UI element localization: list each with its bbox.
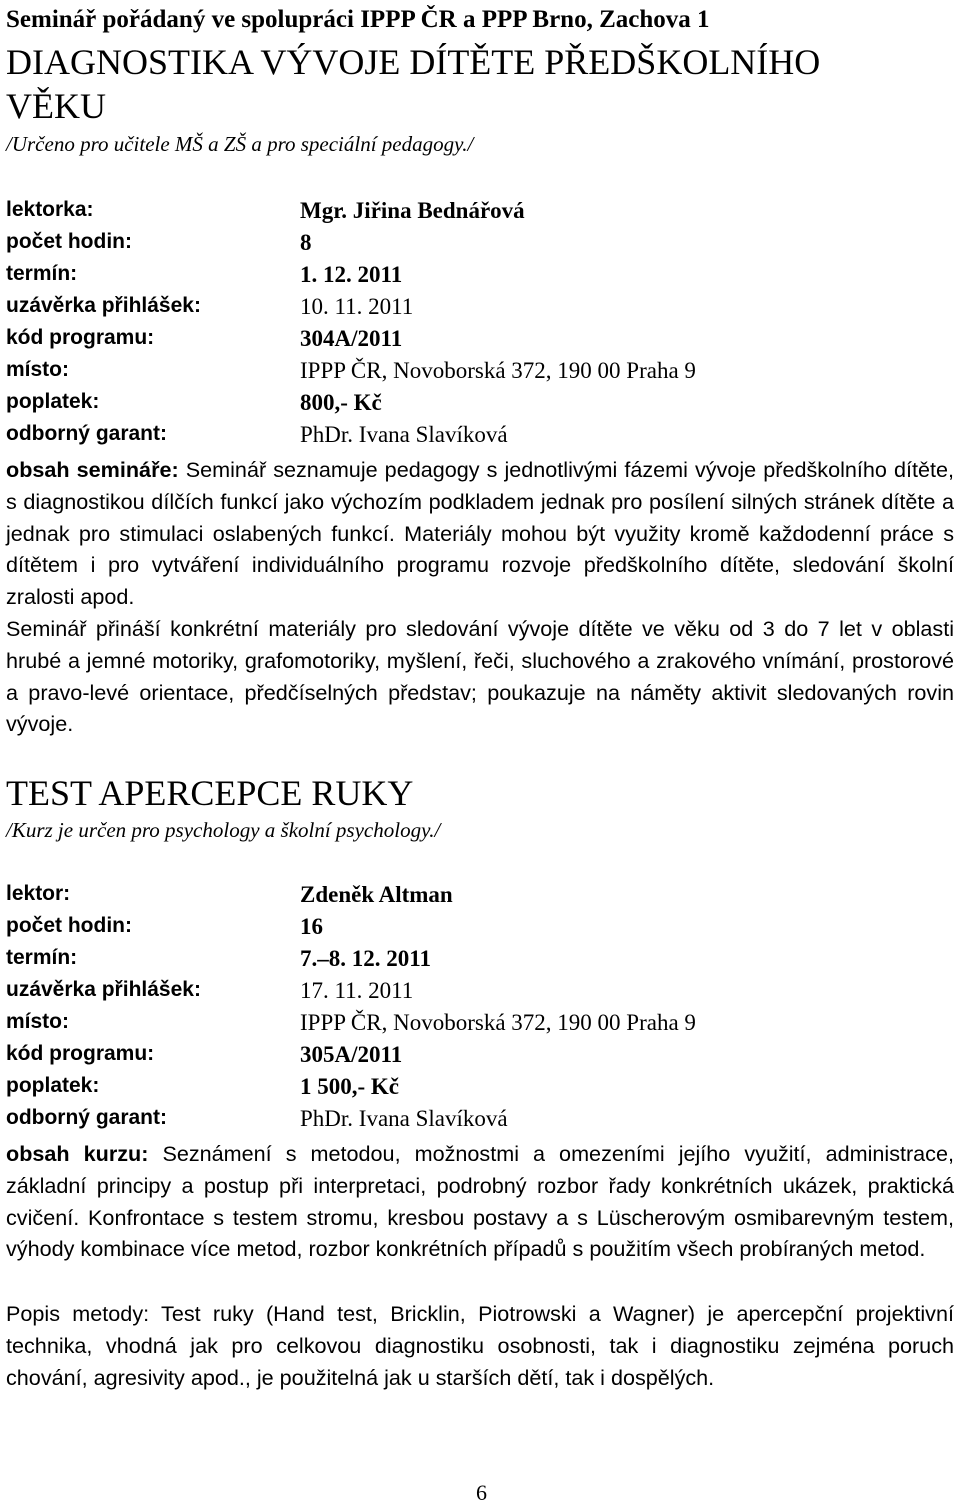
page-number: 6	[476, 1480, 487, 1505]
content-text: Seminář seznamuje pedagogy s jednotlivými fázemi vývoje předškolního dítěte, s diagnostikou dílčích funkcí jako výchozím podkladem jednak pro posílení silných stránek dítěte a jednak pro stimulaci oslabených funkcí. Materiály mohou být využity kromě každodenní práce s dítětem i pro vytváření individuálního programu rozvoje předškolního dítěte, sledování školní zralosti apod.	[6, 457, 954, 610]
content-text: Seznámení s metodou, možnostmi a omezeními jejího využití, administrace, základní principy a postup při interpretaci, podrobný rozbor řady konkrétních ukázek, praktická cvičení. Konfrontace s testem stromu, kresbou postavy a s Lüscherovým osmibarevným testem, výhody kombinace více metod, rozbor konkrétních případů s použitím všech probíraných metod.	[6, 1141, 954, 1262]
field-value: 1. 12. 2011	[300, 262, 403, 287]
field-value: 17. 11. 2011	[300, 978, 414, 1003]
course2-audience: /Kurz je určen pro psychology a školní psychology./	[6, 818, 441, 842]
field-label: odborný garant:	[6, 1106, 167, 1129]
field-label: poplatek:	[6, 390, 100, 413]
field-value: Mgr. Jiřina Bednářová	[300, 198, 525, 223]
course2-content	[6, 1138, 954, 1265]
field-label: termín:	[6, 262, 78, 285]
field-label: počet hodin:	[6, 914, 132, 937]
content-label: obsah semináře:	[6, 457, 179, 482]
field-label: místo:	[6, 358, 69, 381]
field-label: kód programu:	[6, 326, 155, 349]
field-label: kód programu:	[6, 1042, 155, 1065]
course1-content-2: Seminář přináší konkrétní materiály pro sledování vývoje dítěte ve věku od 3 do 7 let v oblasti hrubé a jemné motoriky, grafomotoriky, myšlení, řeči, sluchového a zrakového vnímání, prostorové a pravo-levé orientace, předčíselných představ; poukazuje na náměty aktivit sledovaných rovin vývoje.	[6, 616, 954, 737]
course2-title: TEST APERCEPCE RUKY	[6, 773, 414, 813]
field-value: 304A/2011	[300, 326, 403, 351]
content-label: obsah kurzu:	[6, 1141, 149, 1166]
field-value: 8	[300, 230, 312, 255]
field-label: poplatek:	[6, 1074, 100, 1097]
field-value: PhDr. Ivana Slavíková	[300, 422, 508, 447]
field-label: lektorka:	[6, 198, 94, 221]
field-value: 7.–8. 12. 2011	[300, 946, 431, 971]
seminar-header: Seminář pořádaný ve spolupráci IPPP ČR a PPP Brno, Zachova 1	[6, 6, 710, 33]
field-value: 800,- Kč	[300, 390, 382, 415]
course1-content	[6, 454, 954, 613]
field-label: odborný garant:	[6, 422, 167, 445]
field-label: uzávěrka přihlášek:	[6, 294, 201, 317]
field-value: 16	[300, 914, 323, 939]
course1-audience: /Určeno pro učitele MŠ a ZŠ a pro speciální pedagogy./	[6, 132, 474, 156]
field-label: počet hodin:	[6, 230, 132, 253]
field-label: uzávěrka přihlášek:	[6, 978, 201, 1001]
field-value: Zdeněk Altman	[300, 882, 453, 907]
field-label: místo:	[6, 1010, 69, 1033]
field-value: 10. 11. 2011	[300, 294, 414, 319]
field-value: PhDr. Ivana Slavíková	[300, 1106, 508, 1131]
field-label: lektor:	[6, 882, 71, 905]
field-value: IPPP ČR, Novoborská 372, 190 00 Praha 9	[300, 358, 696, 383]
course2-method-description: Popis metody: Test ruky (Hand test, Bricklin, Piotrowski a Wagner) je apercepční projektivní technika, vhodná jak pro celkovou diagnostiku osobnosti, tak i diagnostiku zejména poruch chování, agresivity apod., je použitelná jak u starších dětí, tak i dospělých.	[6, 1301, 954, 1390]
field-value: 305A/2011	[300, 1042, 403, 1067]
field-value: IPPP ČR, Novoborská 372, 190 00 Praha 9	[300, 1010, 696, 1035]
course1-title-line1: DIAGNOSTIKA VÝVOJE DÍTĚTE PŘEDŠKOLNÍHO	[6, 42, 821, 82]
course1-title-line2: VĚKU	[6, 86, 106, 126]
field-label: termín:	[6, 946, 78, 969]
field-value: 1 500,- Kč	[300, 1074, 400, 1099]
